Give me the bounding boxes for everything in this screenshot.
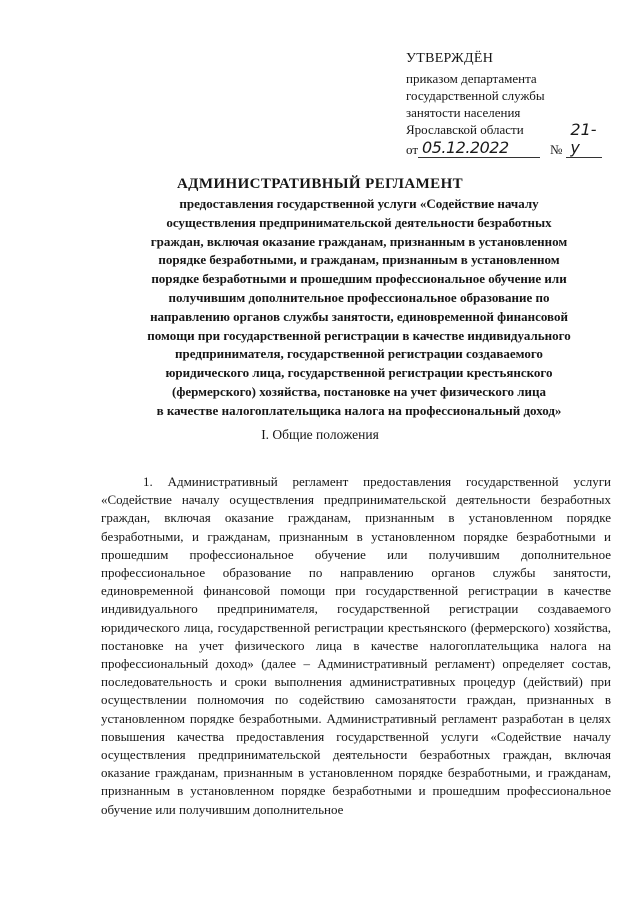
date-prefix: от	[406, 142, 419, 157]
subtitle-line: осуществления предпринимательской деятельности безработных	[166, 214, 552, 230]
subtitle-line: помощи при государственной регистрации в качестве индивидуального	[147, 327, 571, 343]
subtitle-line: предпринимателя, государственной регистрации создаваемого	[175, 346, 543, 362]
subtitle-line: предоставления государственной услуги «Содействие началу	[179, 196, 539, 211]
subtitle-line: (фермерского) хозяйства, постановке на учет физического лица	[172, 383, 546, 399]
subtitle-line: получившим дополнительное профессиональное образование по	[168, 289, 550, 305]
subtitle-line: порядке безработными и прошедшим профессиональное обучение или	[151, 271, 567, 287]
subtitle-line: направлению органов службы занятости, единовременной финансовой	[150, 308, 568, 324]
approval-stamp	[406, 50, 626, 158]
approval-heading: УТВЕРЖДЁН	[406, 51, 494, 66]
document-subtitle	[108, 195, 610, 421]
document-title: АДМИНИСТРАТИВНЫЙ РЕГЛАМЕНТ	[176, 176, 464, 192]
approval-line: Ярославской области	[406, 122, 524, 137]
number-sign: №	[550, 142, 563, 157]
approval-line: занятости населения	[406, 105, 521, 120]
paragraph-1: 1. Административный регламент предоставления государственной услуги «Содействие началу осуществления предпринимательской деятельности безработных граждан, включая оказание гражданам, признанным в установленном порядке безработными, и гражданам, признанным в установленном порядке безработными и прошедшим профессиональное обучение или получившим дополнительное профессиональное образование по направлению органов службы занятости, единовременной финансовой помощи при государственной регистрации в качестве индивидуального предпринимателя, государственной регистрации создаваемого юридического лица, государственной регистрации крестьянского (фермерского) хозяйства, постановке на учет физического лица в качестве налогоплательщика налога на профессиональный доход» (далее – Административный регламент) определяет состав, последовательность и сроки выполнения административных процедур (действий) при осуществлении полномочия по содействию самозанятости граждан, признанных в установленном порядке безработными. Административный регламент разработан в целях повышения качества предоставления государственной услуги «Содействие началу осуществления предпринимательской деятельности безработных граждан, включая оказание гражданам, признанным в установленном порядке безработными, и гражданам, признанным в установленном порядке безработными и прошедшим профессиональное обучение или получившим дополнительное	[101, 474, 611, 817]
subtitle-line: порядке безработными, и гражданам, признанным в установленном	[158, 252, 560, 268]
section-heading: I. Общие положения	[261, 427, 379, 442]
subtitle-line: юридического лица, государственной регистрации крестьянского	[165, 365, 553, 381]
handwritten-date: 05.12.2022	[418, 139, 540, 158]
approval-line: приказом департамента	[406, 71, 537, 86]
approval-line: государственной службы	[406, 88, 545, 103]
subtitle-line: в качестве налогоплательщика налога на профессиональный доход»	[156, 402, 562, 418]
handwritten-number: 21-у	[566, 121, 602, 158]
subtitle-line: граждан, включая оказание гражданам, признанным в установленном	[150, 233, 568, 249]
